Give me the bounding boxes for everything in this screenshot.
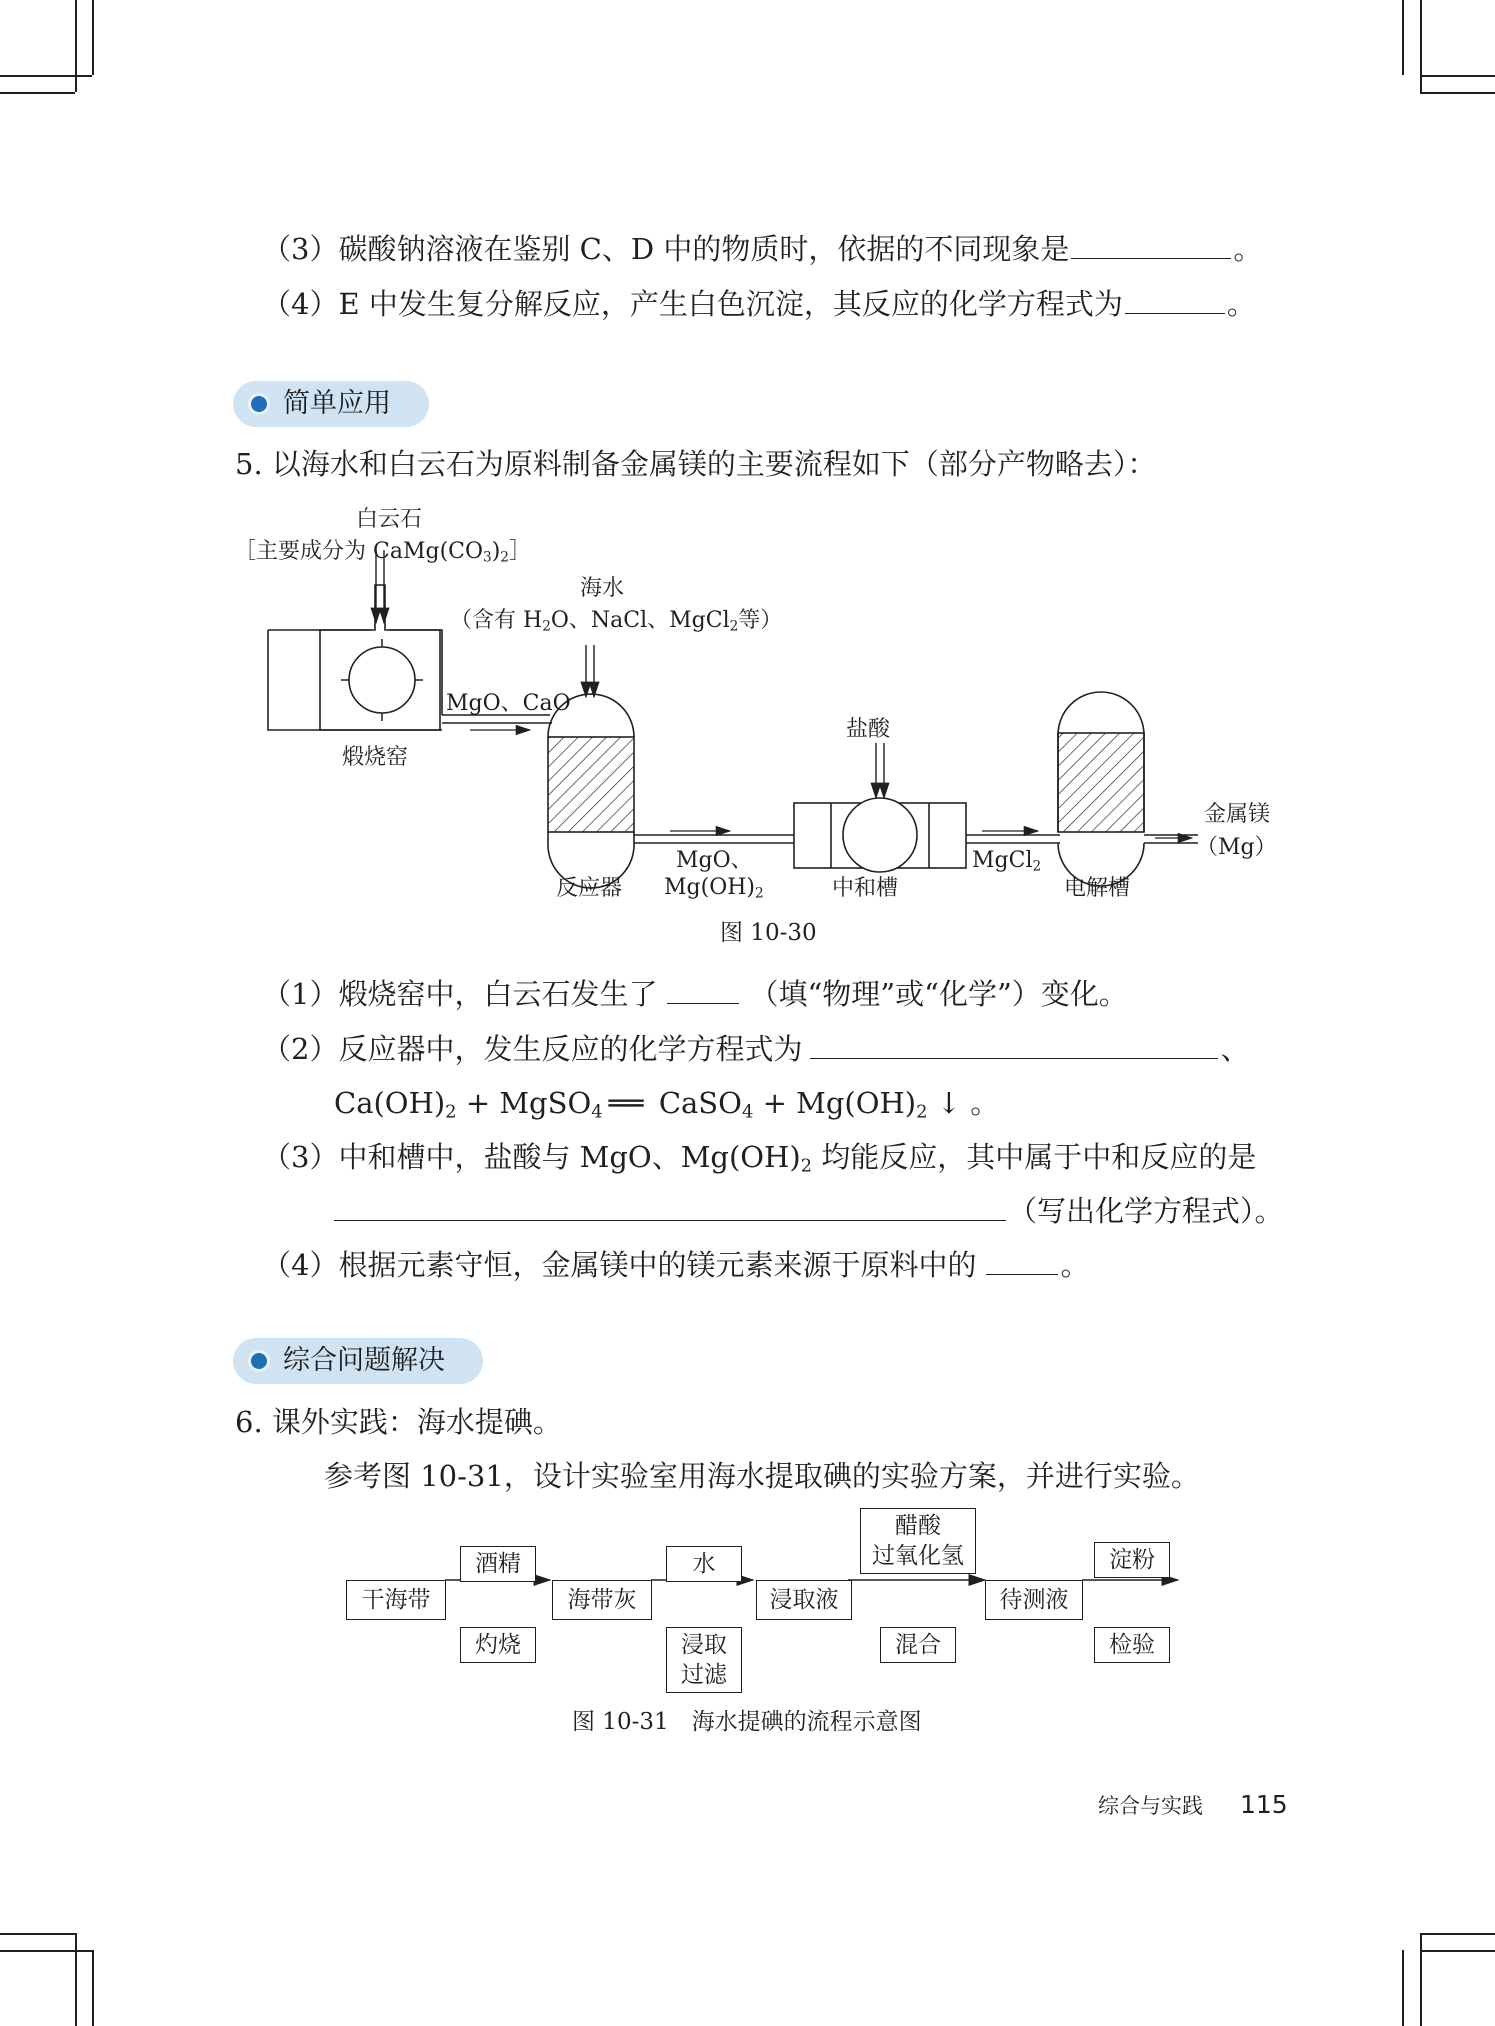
crop-mark — [1420, 0, 1422, 92]
text: （含有 H — [450, 608, 543, 633]
flow-reagent-acetic-peroxide — [860, 1508, 976, 1574]
crop-mark — [75, 1933, 77, 2026]
question-3-prev — [262, 229, 1262, 269]
formula: ↓ 。 — [927, 1086, 1000, 1120]
text: ］ — [508, 539, 531, 564]
text: (CO — [439, 539, 484, 564]
crop-mark — [1402, 0, 1404, 75]
electrolytic-cell — [1058, 692, 1144, 886]
question-number: （4） — [262, 1248, 339, 1282]
answer-blank[interactable] — [667, 977, 739, 1004]
label-kiln-output: MgO、CaO — [446, 691, 571, 716]
subscript: 2 — [500, 549, 509, 566]
label-reactor-output — [676, 846, 753, 876]
label-kiln: 煅烧窑 — [342, 745, 409, 770]
label-reactor: 反应器 — [556, 876, 623, 901]
text: MgCl — [972, 848, 1033, 873]
crop-mark — [0, 75, 92, 77]
question-text: E 中发生复分解反应，产生白色沉淀，其反应的化学方程式为 — [338, 287, 1123, 321]
question-text: 煅烧窑中，白云石发生了 — [338, 977, 658, 1011]
question-5-4 — [262, 1245, 1089, 1285]
reagent-text: 醋酸 过氧化氢 — [872, 1513, 964, 1569]
label-dolomite-composition — [234, 538, 531, 571]
flow-node-kelp-ash: 海带灰 — [552, 1580, 652, 1620]
text: 等） — [738, 608, 783, 633]
crop-mark — [92, 1950, 94, 2026]
chapter-title: 综合与实践 — [1098, 1794, 1203, 1818]
question-text: （写出化学方程式）。 — [1008, 1194, 1284, 1228]
label-product: 金属镁 — [1204, 802, 1271, 827]
answer-blank[interactable] — [1125, 287, 1225, 314]
section-header-comprehensive-problem — [233, 1338, 483, 1384]
text: MgO、 — [676, 848, 753, 873]
reactor — [548, 694, 634, 888]
crop-mark — [0, 92, 75, 94]
flow-step-burn: 灼烧 — [460, 1627, 536, 1663]
subscript: 2 — [1032, 858, 1042, 875]
question-text: 根据元素守恒，金属镁中的镁元素来源于原料中的 — [338, 1248, 977, 1282]
question-text: 均能反应，其中属于中和反应的是 — [812, 1140, 1257, 1174]
step-text: 浸取 过滤 — [681, 1632, 727, 1688]
answer-blank[interactable] — [810, 1032, 1218, 1059]
crop-mark — [1402, 1950, 1404, 2026]
crop-mark — [0, 1950, 92, 1952]
flow-step-leach-filter — [666, 1627, 742, 1693]
crop-mark — [1420, 1933, 1495, 1935]
section-title: 简单应用 — [283, 388, 391, 419]
section-header-simple-application — [233, 381, 429, 427]
crop-mark — [0, 1933, 75, 1935]
crop-mark — [75, 0, 77, 92]
question-number: （2） — [262, 1032, 339, 1066]
formula: + Mg(OH) — [753, 1086, 917, 1120]
answer-blank[interactable] — [334, 1194, 1006, 1221]
bullet-icon — [251, 1353, 267, 1369]
formula: Ca(OH) — [334, 1086, 446, 1120]
question-6-body: 参考图 10-31，设计实验室用海水提取碘的实验方案，并进行实验。 — [324, 1459, 1200, 1493]
label-electrolyzer: 电解槽 — [1064, 876, 1131, 901]
subscript: 3 — [483, 549, 492, 566]
flow-reagent-alcohol: 酒精 — [460, 1546, 536, 1582]
figure-caption-10-31: 图 10-31 海水提碘的流程示意图 — [572, 1709, 922, 1735]
figure-caption-10-30: 图 10-30 — [720, 920, 817, 946]
text: Mg(OH) — [664, 875, 755, 900]
question-4-prev — [262, 284, 1256, 324]
punctuation: 。 — [1233, 232, 1263, 266]
answer-blank[interactable] — [986, 1248, 1058, 1275]
punctuation: 、 — [1220, 1032, 1250, 1066]
subscript: 4 — [591, 1101, 603, 1123]
answer-blank[interactable] — [1071, 232, 1231, 259]
equals-sign: ══ — [608, 1086, 644, 1120]
label-neutralizer-output — [972, 847, 1041, 880]
flow-reagent-water: 水 — [666, 1546, 742, 1582]
formula: + MgSO — [456, 1086, 592, 1120]
label-product-symbol: （Mg） — [1196, 835, 1277, 860]
text: ［主要成分为 CaMg — [234, 539, 440, 564]
question-text: 反应器中，发生反应的化学方程式为 — [338, 1032, 803, 1066]
flow-node-test-solution: 待测液 — [985, 1580, 1083, 1620]
label-seawater: 海水 — [580, 576, 625, 601]
flow-step-mix: 混合 — [880, 1627, 956, 1663]
question-5-1 — [262, 974, 1128, 1014]
crop-mark — [1420, 75, 1495, 77]
question-6-stem: 6. 课外实践：海水提碘。 — [235, 1405, 562, 1439]
subscript: 2 — [800, 1155, 813, 1177]
label-reactor-output-2 — [664, 874, 764, 907]
question-number: （3） — [262, 232, 339, 266]
question-number: （1） — [262, 977, 339, 1011]
bullet-icon — [251, 396, 267, 412]
question-text: （填“物理”或“化学”）变化。 — [749, 977, 1128, 1011]
question-text: 中和槽中，盐酸与 MgO、Mg(OH) — [338, 1140, 801, 1174]
question-text: 碳酸钠溶液在鉴别 C、D 中的物质时，依据的不同现象是 — [338, 232, 1070, 266]
crop-mark — [1420, 92, 1495, 94]
text: ) — [491, 539, 501, 564]
subscript: 2 — [729, 618, 739, 635]
question-5-stem: 5. 以海水和白云石为原料制备金属镁的主要流程如下（部分产物略去）： — [235, 447, 1157, 481]
question-5-3 — [262, 1137, 1256, 1186]
flow-reagent-starch: 淀粉 — [1094, 1542, 1170, 1578]
label-acid: 盐酸 — [846, 717, 891, 742]
subscript: 2 — [542, 618, 551, 635]
text: O、NaCl、MgCl — [550, 608, 730, 633]
section-title: 综合问题解决 — [283, 1345, 445, 1376]
neutralization-tank — [794, 798, 966, 872]
flow-node-leachate: 浸取液 — [756, 1580, 852, 1620]
subscript: 2 — [916, 1101, 928, 1123]
punctuation: 。 — [1226, 287, 1256, 321]
subscript: 2 — [755, 885, 764, 902]
question-number: （3） — [262, 1140, 339, 1174]
label-neutralizer: 中和槽 — [832, 876, 899, 901]
flow-step-test: 检验 — [1094, 1627, 1170, 1663]
question-number: （4） — [262, 287, 339, 321]
question-5-2 — [262, 1029, 1249, 1069]
subscript: 2 — [445, 1101, 457, 1123]
crop-mark — [92, 0, 94, 75]
crop-mark — [1420, 1950, 1495, 1952]
subscript: 4 — [741, 1101, 754, 1123]
crop-mark — [1420, 1933, 1422, 2026]
punctuation: 。 — [1060, 1248, 1090, 1282]
label-dolomite: 白云石 — [356, 507, 423, 532]
question-5-2-equation — [334, 1083, 999, 1132]
page-number: 115 — [1240, 1790, 1288, 1819]
formula: CaSO — [649, 1086, 742, 1120]
label-seawater-composition — [450, 607, 782, 640]
kiln — [268, 585, 442, 730]
flow-node-dried-kelp: 干海带 — [346, 1580, 446, 1620]
question-5-3-line2 — [334, 1191, 1284, 1231]
